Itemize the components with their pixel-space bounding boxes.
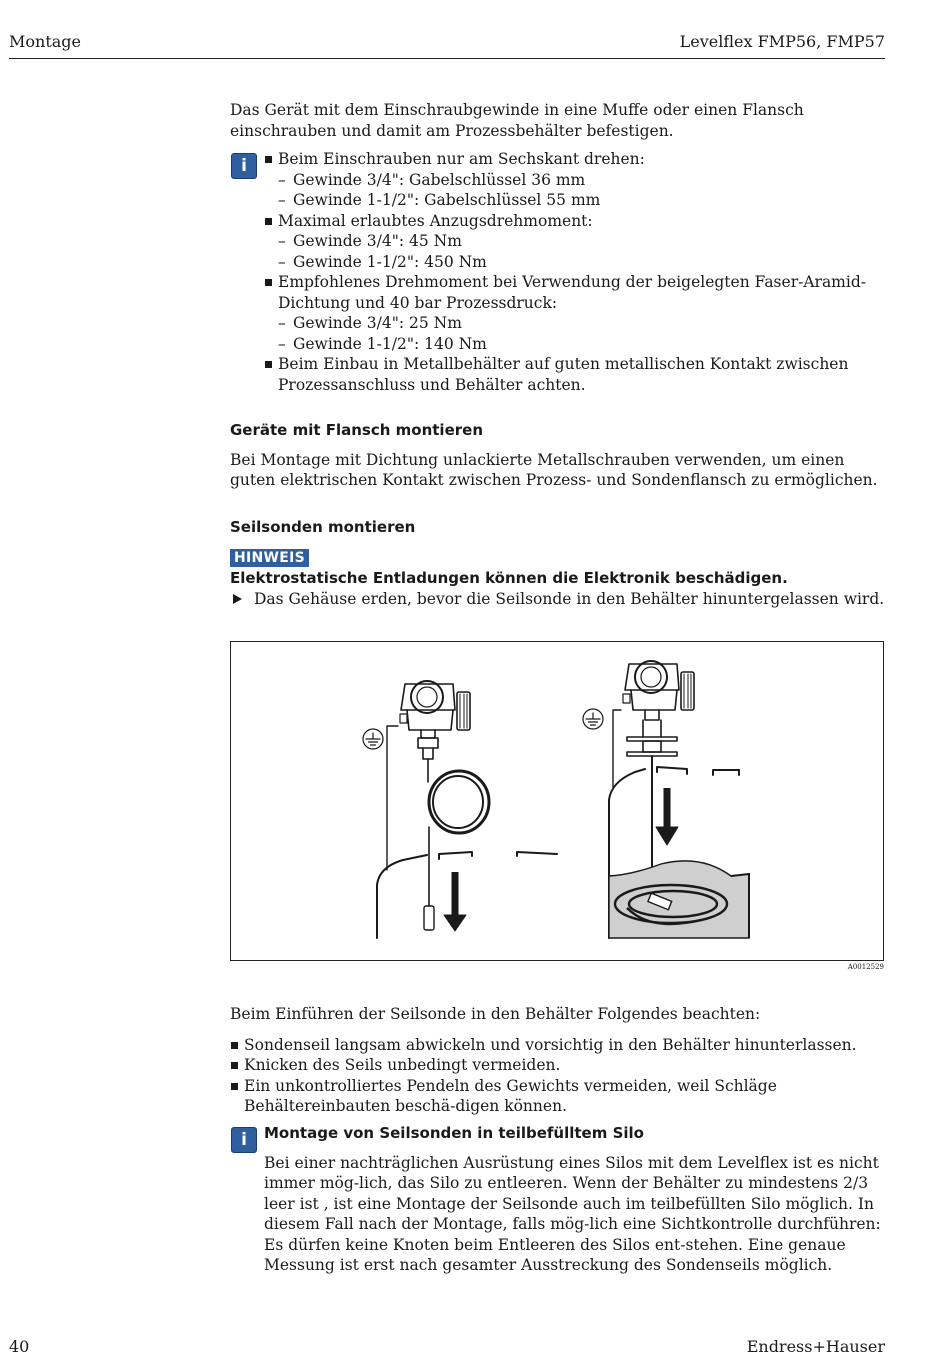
list-item: Empfohlenes Drehmoment bei Verwendung der beigelegten Faser-Aramid-Dichtung und 40 bar Prozessdruck: – Gewinde 3/4": 25 Nm – Gewinde 1-1/2": 140 Nm	[264, 272, 890, 354]
figure-code: A0012529	[847, 963, 884, 971]
section-heading: Geräte mit Flansch montieren	[230, 421, 483, 439]
probe-weight	[424, 906, 434, 930]
list-subitem: – Gewinde 3/4": Gabelschlüssel 36 mm	[278, 170, 890, 191]
list-subitem: – Gewinde 1-1/2": Gabelschlüssel 55 mm	[278, 190, 890, 211]
section-text: Bei Montage mit Dichtung unlackierte Metallschrauben verwenden, um einen guten elektrischen Kontakt zwischen Prozess- und Sondenflansch zu ermöglichen.	[230, 450, 878, 489]
info-icon	[231, 153, 257, 179]
list-item: Beim Einschrauben nur am Sechskant drehen: – Gewinde 3/4": Gabelschlüssel 36 mm – Gewinde 1-1/2": Gabelschlüssel 55 mm	[264, 149, 890, 211]
note-text: Bei einer nachträglichen Ausrüstung eines Silos mit dem Levelflex ist es nicht immer mög-lich, das Silo zu entleeren. Wenn der Behälter zu mindestens 2/3 leer ist , ist eine Montage der Seilsonde auch im teilbefüllten Silo möglich. In diesem Fall nach der Montage, falls mög-lich eine Sichtkontrolle durchführen: Es dürfen keine Knoten beim Entleeren des Silos ent-stehen. Eine genaue Messung ist erst nach gesamter Ausstreckung des Sondenseils möglich.	[264, 1153, 881, 1274]
notice-badge: HINWEIS	[230, 549, 309, 567]
info-icon	[231, 1127, 257, 1153]
section-einfuehren	[230, 1004, 890, 1117]
list-item: Knicken des Seils unbedingt vermeiden.	[230, 1055, 890, 1076]
page-number: 40	[9, 1337, 30, 1356]
note-list	[264, 149, 890, 395]
rope-coil	[429, 771, 489, 833]
header-rule	[9, 58, 885, 59]
figure-rope-probe-installation	[230, 641, 884, 961]
hex-nut	[418, 738, 438, 748]
notice-title: Elektrostatische Entladungen können die Elektronik beschädigen.	[230, 569, 788, 587]
intro-paragraph: Das Gerät mit dem Einschraubgewinde in eine Muffe oder einen Flansch einschrauben und damit am Prozessbehälter befestigen.	[230, 101, 804, 140]
list-item: Sondenseil langsam abwickeln und vorsichtig in den Behälter hinunterlassen.	[230, 1035, 890, 1056]
list-item: Ein unkontrolliertes Pendeln des Gewichts vermeiden, weil Schläge Behältereinbauten beschä-digen können.	[230, 1076, 890, 1117]
note-partially-filled-silo	[264, 1123, 886, 1276]
notice-action: Das Gehäuse erden, bevor die Seilsonde in den Behälter hinuntergelassen wird.	[230, 589, 890, 610]
arrow-right-icon	[233, 594, 242, 604]
section-flansch	[230, 420, 890, 491]
list-subitem: – Gewinde 1-1/2": 140 Nm	[278, 334, 890, 355]
transmitter-housing	[401, 684, 455, 710]
header-section: Montage	[9, 32, 81, 51]
section-seilsonden	[230, 517, 890, 609]
instruction-list	[230, 1035, 890, 1117]
rope-probe-illustration	[231, 642, 883, 960]
note-mounting-torque	[264, 149, 890, 395]
header-product: Levelflex FMP56, FMP57	[679, 32, 885, 51]
list-item: Maximal erlaubtes Anzugsdrehmoment: – Gewinde 3/4": 45 Nm – Gewinde 1-1/2": 450 Nm	[264, 211, 890, 273]
section-heading: Seilsonden montieren	[230, 518, 416, 536]
list-subitem: – Gewinde 3/4": 25 Nm	[278, 313, 890, 334]
list-subitem: – Gewinde 3/4": 45 Nm	[278, 231, 890, 252]
section-intro: Beim Einführen der Seilsonde in den Behälter Folgendes beachten:	[230, 1005, 761, 1023]
transmitter-housing	[625, 664, 679, 690]
list-subitem: – Gewinde 1-1/2": 450 Nm	[278, 252, 890, 273]
footer-brand: Endress+Hauser	[746, 1337, 885, 1356]
note-title: Montage von Seilsonden in teilbefülltem Silo	[264, 1124, 644, 1142]
list-item: Beim Einbau in Metallbehälter auf guten metallischen Kontakt zwischen Prozessanschluss und Behälter achten.	[264, 354, 890, 395]
